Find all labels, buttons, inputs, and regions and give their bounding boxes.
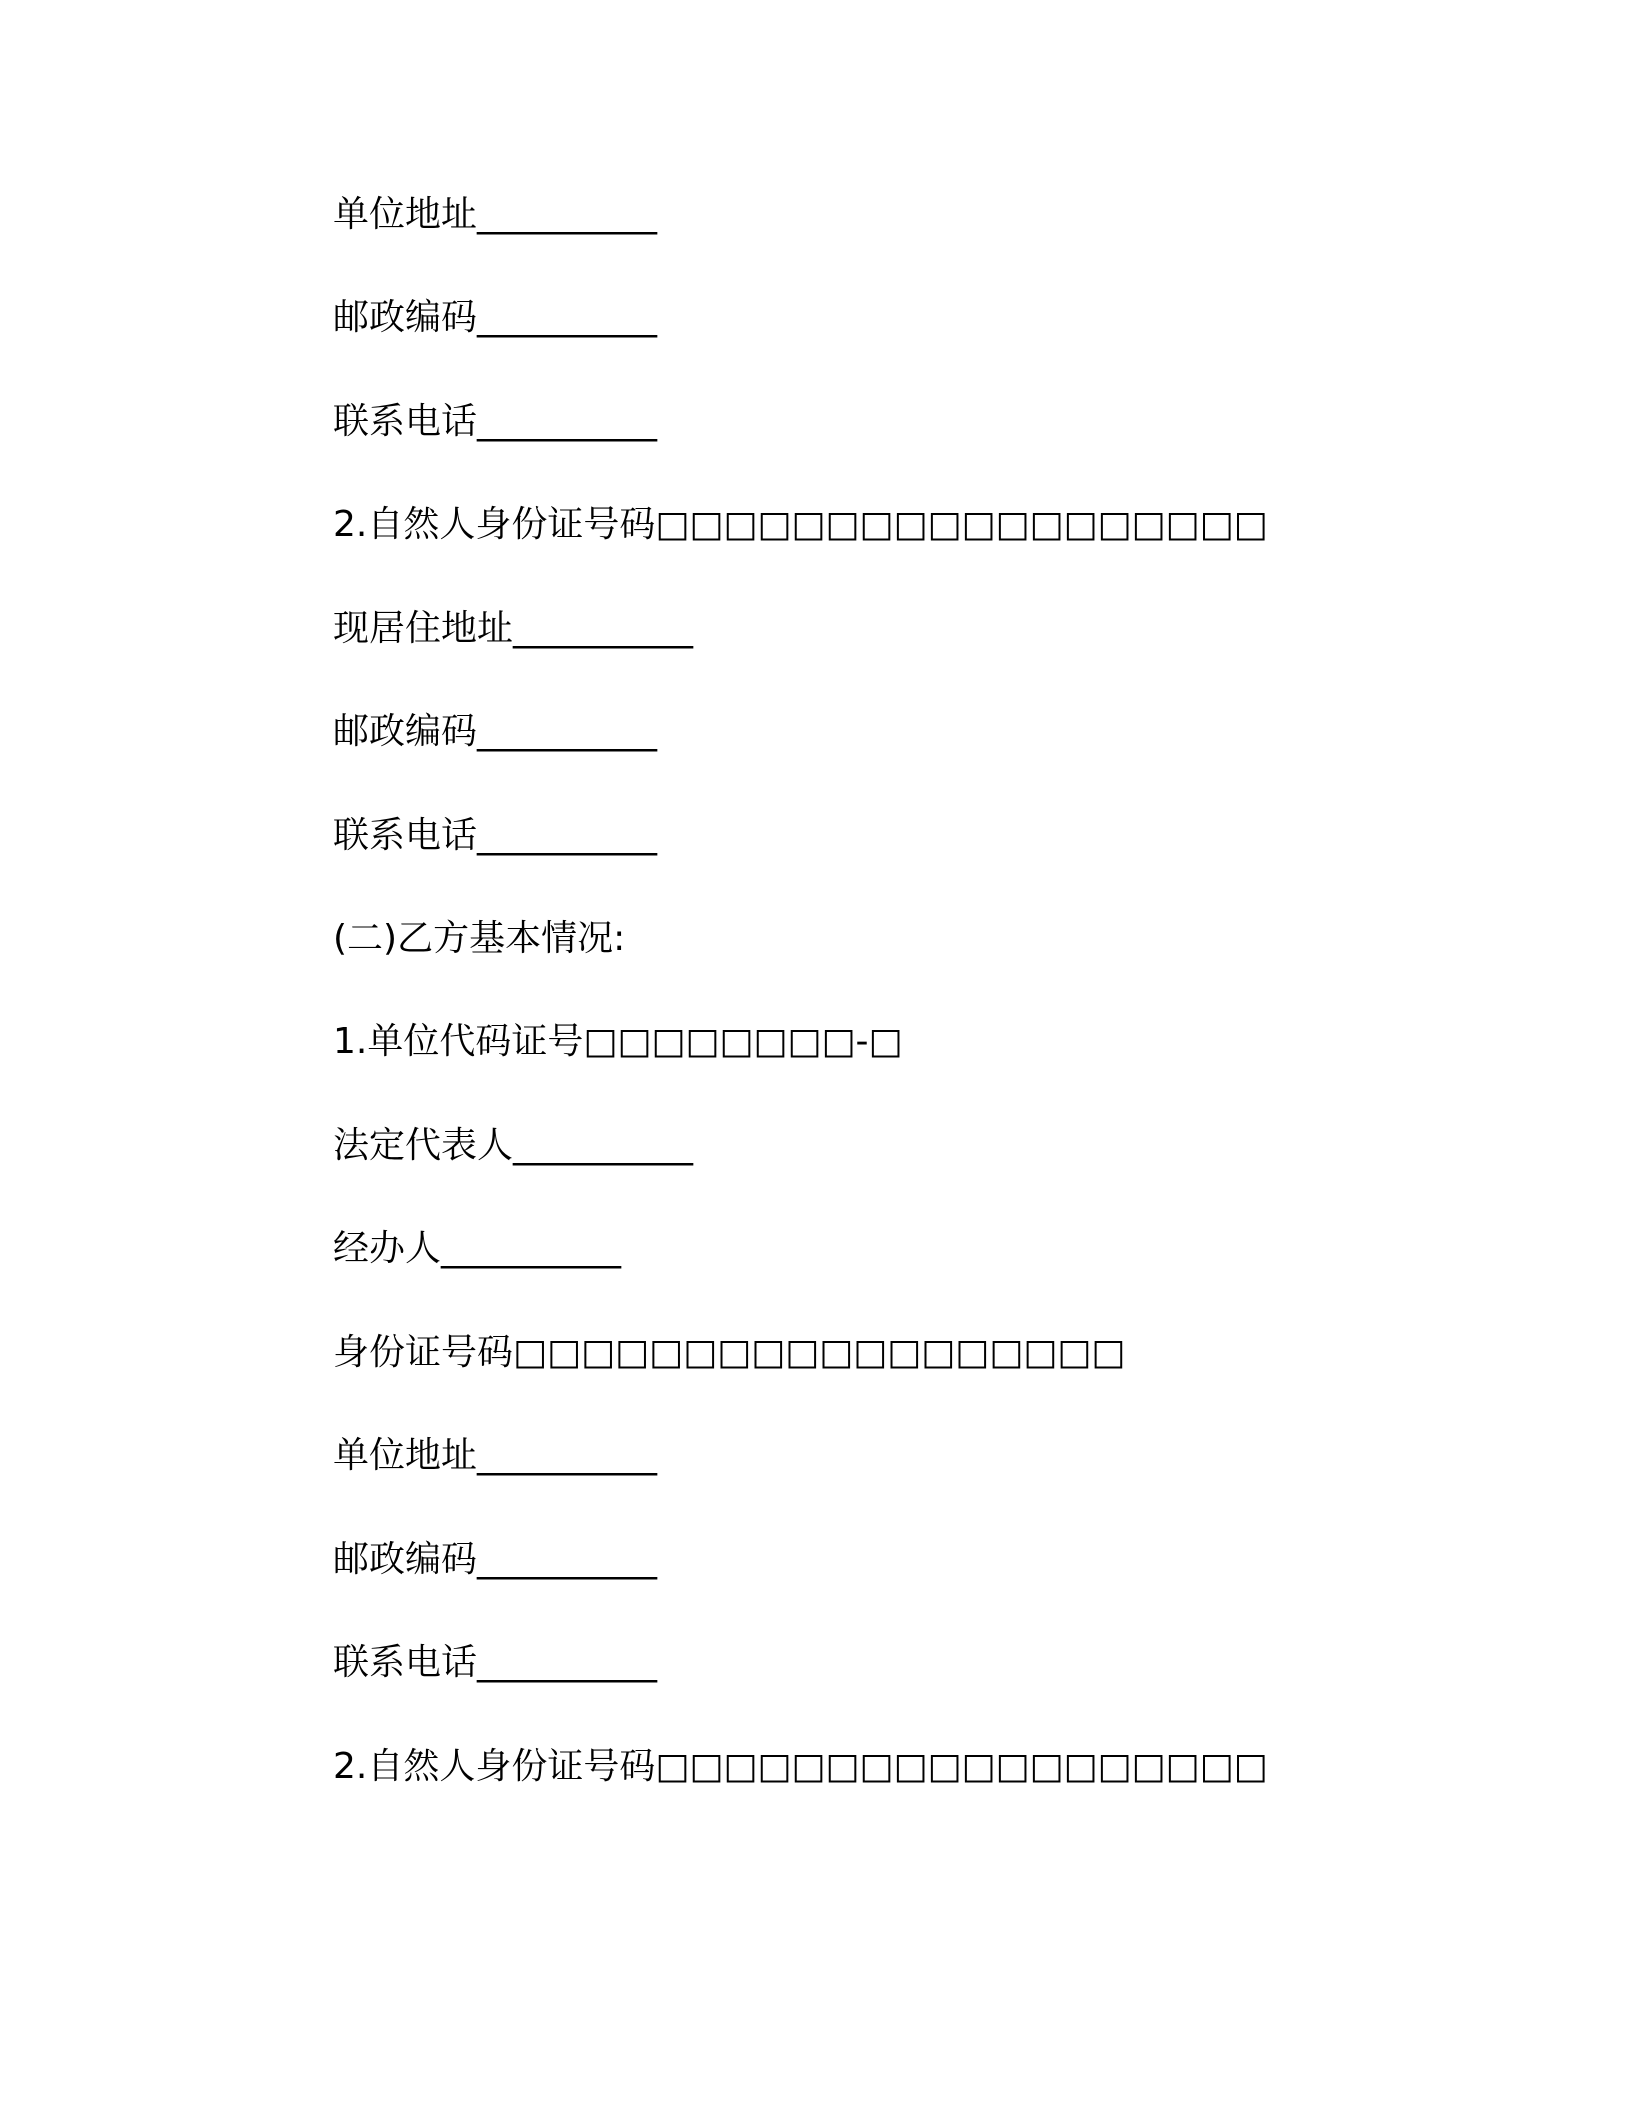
- party-a-phone-line: 联系电话__________: [333, 401, 658, 442]
- party-b-phone-line: 联系电话__________: [333, 1642, 658, 1683]
- party-a-residence-postal-code-line: 邮政编码__________: [333, 711, 658, 752]
- party-a-residence-phone-line: 联系电话__________: [333, 815, 658, 856]
- party-a-natural-person-id-line: 2.自然人身份证号码□□□□□□□□□□□□□□□□□□: [333, 504, 1268, 545]
- party-b-unit-address-line: 单位地址__________: [333, 1435, 658, 1476]
- party-a-residence-address-line: 现居住地址__________: [333, 608, 694, 649]
- party-b-unit-code-line: 1.单位代码证号□□□□□□□□-□: [333, 1021, 903, 1062]
- party-b-id-number-line: 身份证号码□□□□□□□□□□□□□□□□□□: [333, 1332, 1126, 1373]
- party-a-unit-address-line: 单位地址__________: [333, 194, 658, 235]
- party-b-natural-person-id-line: 2.自然人身份证号码□□□□□□□□□□□□□□□□□□: [333, 1746, 1268, 1787]
- party-b-postal-code-line: 邮政编码__________: [333, 1539, 658, 1580]
- party-b-agent-line: 经办人__________: [333, 1228, 622, 1269]
- party-a-postal-code-line: 邮政编码__________: [333, 297, 658, 338]
- party-b-legal-representative-line: 法定代表人__________: [333, 1125, 694, 1166]
- party-b-section-heading: (二)乙方基本情况:: [333, 918, 626, 959]
